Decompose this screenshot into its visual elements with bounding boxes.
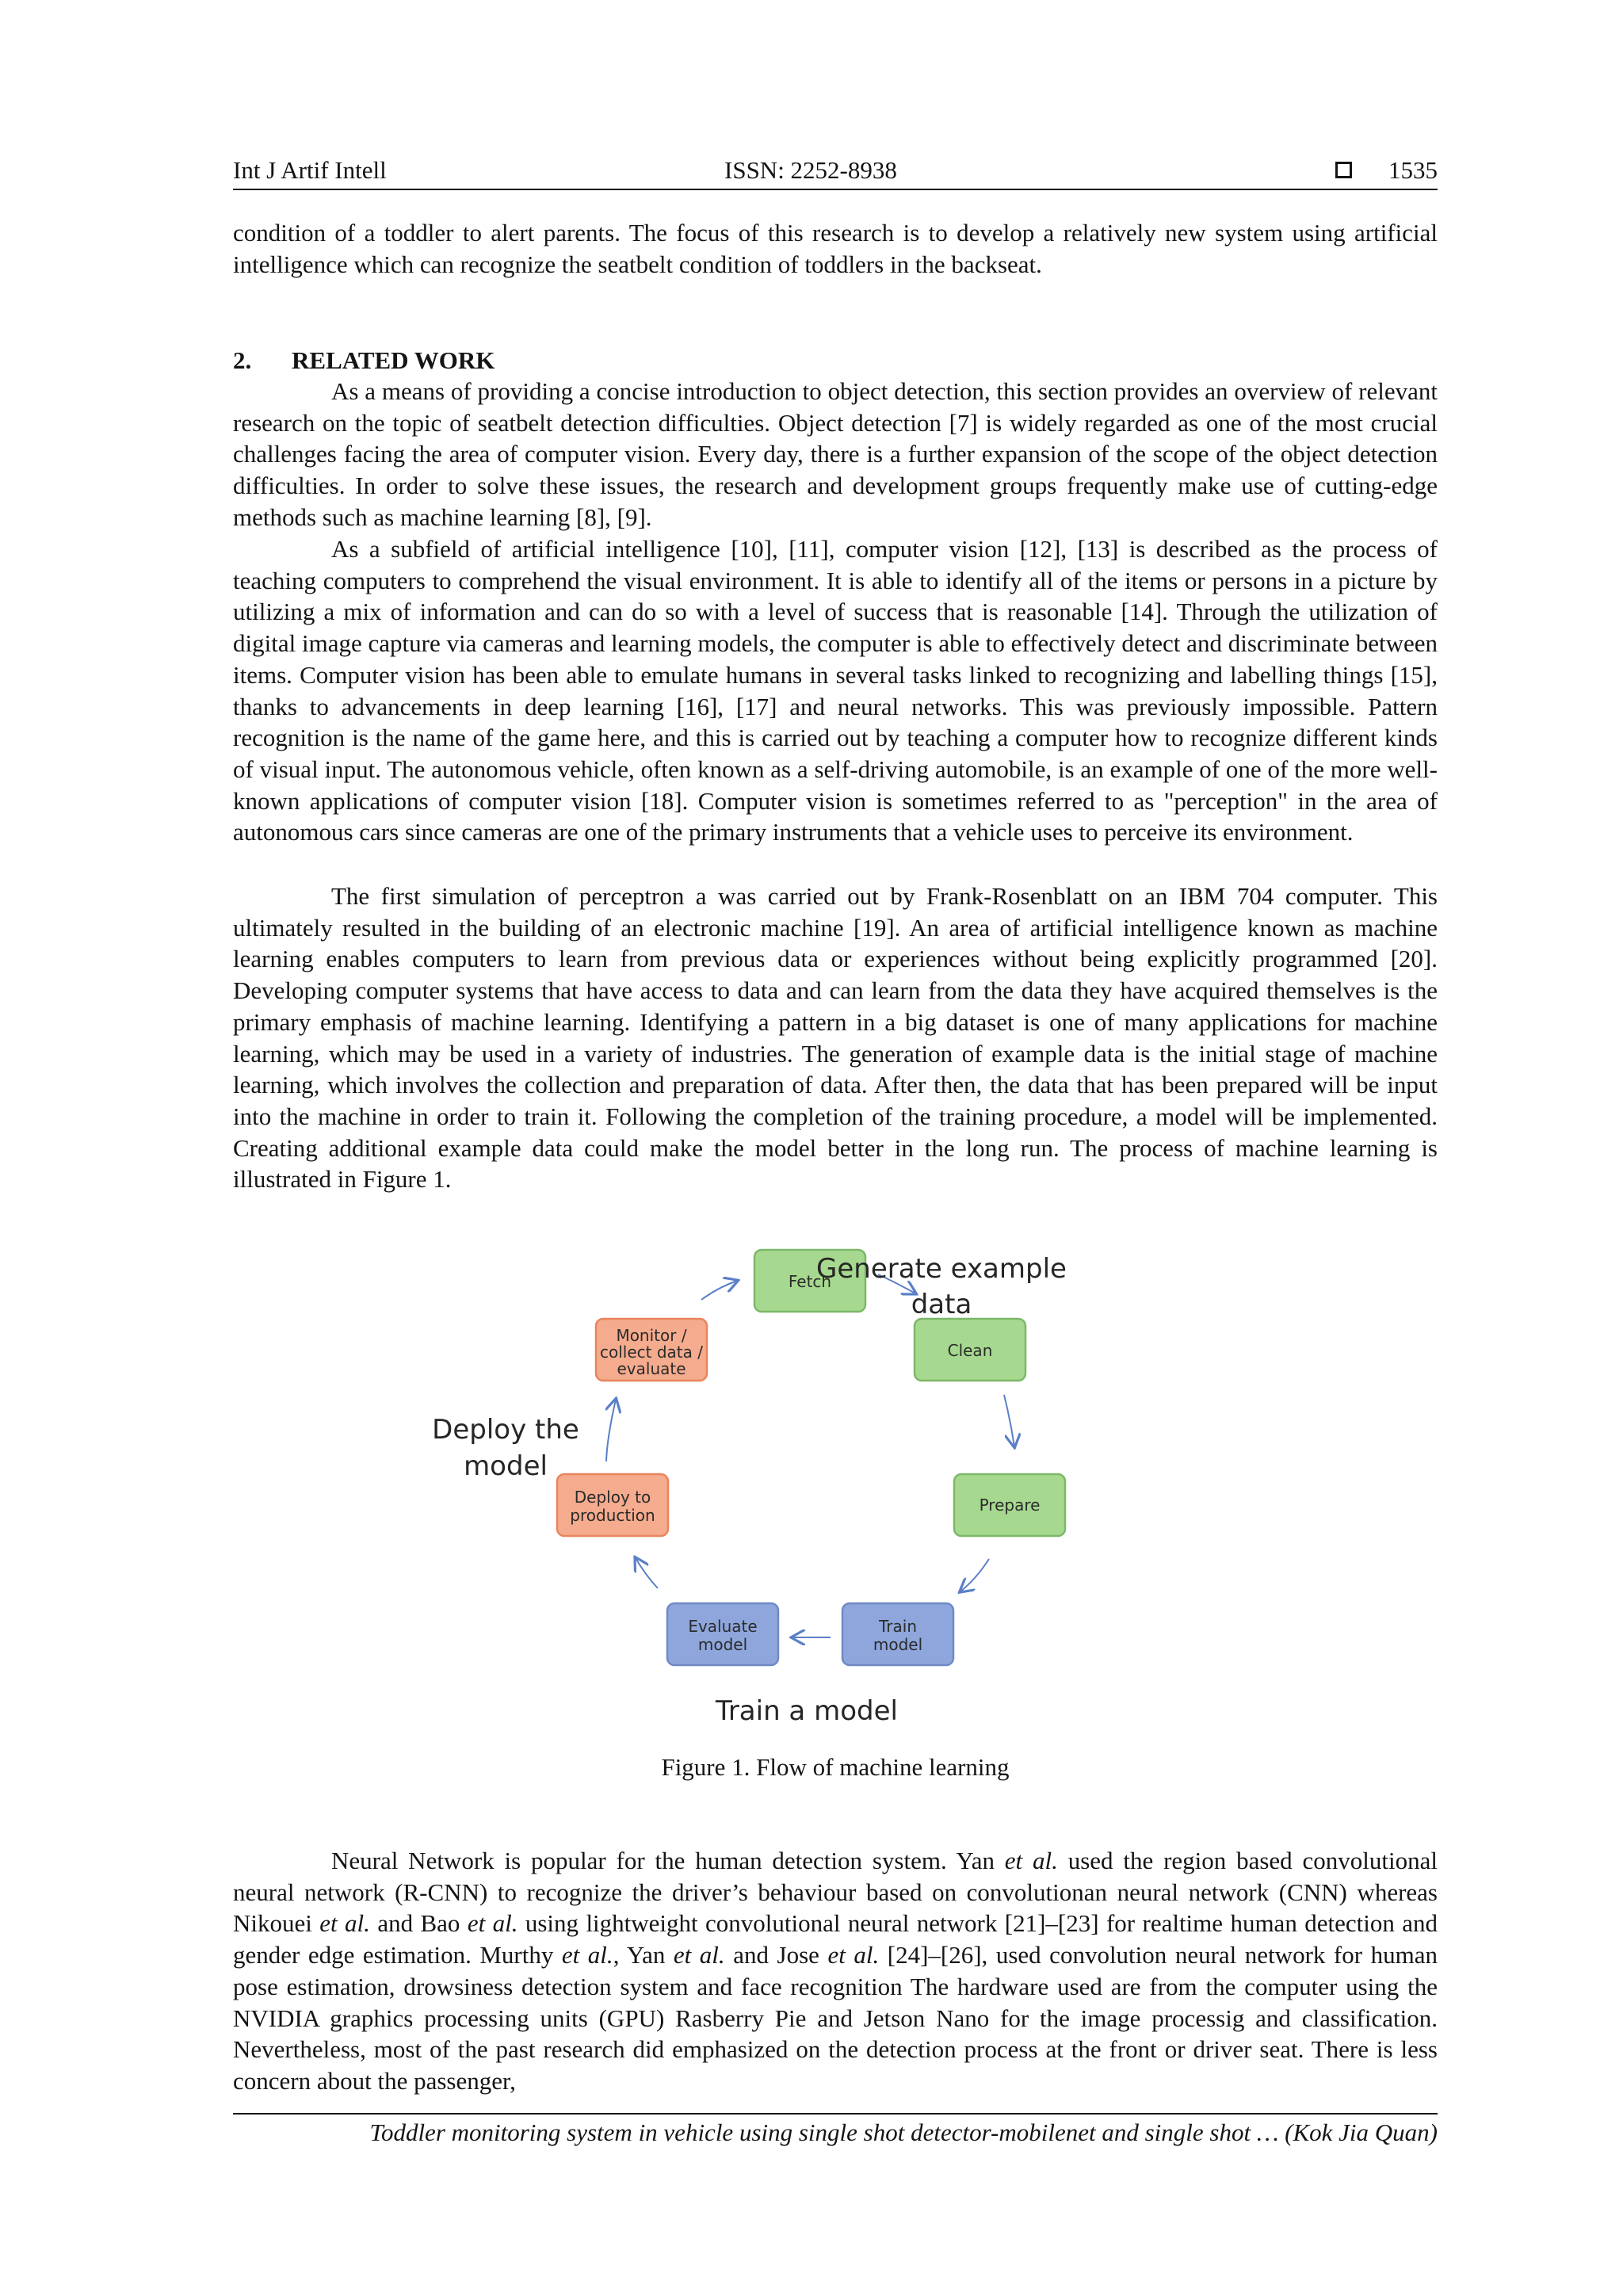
journal-name: Int J Artif Intell	[233, 156, 387, 184]
paragraph-computer-vision: As a subfield of artificial intelligence [10], [11], computer vision [12], [13] is described as the process of teaching computers to comprehend the visual environment. It is able to identify all of the items or persons in a picture by utilizing a mix of information and can do so with a level of success that is reasonable [14]. Through the utilization of digital image capture via cameras and learning models, the computer is able to effectively detect and discriminate between items. Computer vision has been able to emulate humans in several tasks linked to recognizing and labelling things [15], thanks to advancements in deep learning [16], [17] and neural networks. This was previously impossible. Pattern recognition is the name of the game here, and this is carried out by teaching a computer how to recognize different kinds of visual input. The autonomous vehicle, often known as a self-driving automobile, is an example of one of the more well-known applications of computer vision [18]. Computer vision is sometimes referred to as "perception" in the area of autonomous cars since cameras are one of the primary instruments that a vehicle uses to perceive its environment.	[233, 535, 1438, 846]
node-evaluate-label-1: Evaluate	[688, 1617, 758, 1636]
arrow-clean-prepare	[1004, 1395, 1014, 1446]
p4-etal-1: et al.	[1004, 1847, 1058, 1874]
node-evaluate-model	[667, 1603, 778, 1665]
header-rule	[233, 189, 1438, 190]
group-label-generate-1: Generate example	[816, 1253, 1067, 1285]
p4-text-1: Neural Network is popular for the human detection system. Yan	[331, 1847, 1005, 1874]
node-evaluate-label-2: model	[697, 1635, 748, 1654]
p4-text-4: using lightweight convolutional neural network [21]–[23] for realtime human detection and gender edge estimation. Murthy	[233, 1909, 1438, 1969]
paragraph-machine-learning: The first simulation of perceptron a was carried out by Frank-Rosenblatt on an IBM 704 computer. This ultimately resulted in the building of an electronic machine [19]. An area of artificial intelligence known as machine learning enables computers to learn from previous data or experiences without being explicitly programmed [20]. Developing computer systems that have access to data and can learn from the data they have acquired themselves is the primary emphasis of machine learning. Identifying a pattern in a big dataset is one of many applications for machine learning, which may be used in a variety of industries. The generation of example data is the initial stage of machine learning, which involves the collection and preparation of data. After then, the data that has been prepared will be input into the machine in order to train it. Following the completion of the training procedure, a model will be implemented. Creating additional example data could make the model better in the long run. The process of machine learning is illustrated in Figure 1.	[233, 882, 1438, 1194]
node-monitor-label-1: Monitor /	[616, 1326, 687, 1345]
section-title: RELATED WORK	[292, 346, 495, 374]
p4-etal-4: et al.	[561, 1941, 613, 1969]
node-deploy-production	[557, 1474, 668, 1536]
arrow-monitor-fetch	[701, 1281, 737, 1300]
node-deploy-label-1: Deploy to	[574, 1488, 651, 1507]
node-monitor-label-2: collect data /	[600, 1343, 703, 1362]
node-prepare-label: Prepare	[979, 1496, 1041, 1515]
ml-flow-diagram	[412, 1244, 1244, 1736]
section-heading	[233, 345, 495, 376]
node-fetch-label: Fetch	[788, 1272, 832, 1291]
group-label-deploy-1: Deploy the	[432, 1414, 579, 1446]
footer-rule	[233, 2113, 1438, 2115]
node-clean	[915, 1319, 1025, 1381]
arrow-evaluate-deploy	[636, 1558, 658, 1588]
page-number: 1535	[1388, 156, 1438, 184]
p4-etal-6: et al.	[827, 1941, 880, 1969]
square-box-icon	[1335, 162, 1352, 178]
p4-text-2: used the region based convolutional neural network (R-CNN) to recognize the driver’s behaviour based on convolutionan neural network (CNN) whereas Nikouei	[233, 1847, 1438, 1938]
figure-caption: Figure 1. Flow of machine learning	[661, 1753, 1010, 1781]
node-train-label-1: Train	[879, 1617, 917, 1636]
node-clean-label: Clean	[947, 1341, 993, 1360]
paragraph-neural-network	[233, 1845, 1438, 2097]
node-prepare	[954, 1474, 1065, 1536]
node-deploy-label-2: production	[570, 1506, 655, 1525]
node-train-label-2: model	[873, 1635, 923, 1654]
running-header	[233, 153, 1438, 188]
group-label-deploy-2: model	[464, 1450, 548, 1482]
p4-text-3: and Bao	[369, 1909, 468, 1938]
arrow-deploy-monitor	[606, 1400, 616, 1461]
p4-text-7: [24]–[26], used convolution neural network for human pose estimation, drowsiness detection system and face recognition The hardware used are from the computer using the NVIDIA graphics processing units (GPU) Rasberry Pie and Jetson Nano for the image processig and classification. Nevertheless, most of the past research did emphasized on the detection process at the front or driver seat. There is less concern about the passenger,	[233, 1941, 1438, 2095]
p4-etal-2: et al.	[319, 1909, 370, 1938]
group-label-generate-2: data	[911, 1289, 972, 1320]
paragraph-object-detection: As a means of providing a concise introduction to object detection, this section provides an overview of relevant research on the topic of seatbelt detection difficulties. Object detection [7] is widely regarded as one of the most crucial challenges facing the area of computer vision. Every day, there is a further expansion of the scope of the object detection difficulties. In order to solve these issues, the research and development groups frequently make use of cutting-edge methods such as machine learning [8], [9].	[233, 377, 1438, 531]
issn: ISSN: 2252-8938	[724, 156, 897, 184]
p4-text-5: , Yan	[613, 1941, 674, 1969]
section-number: 2.	[233, 346, 252, 374]
p4-etal-3: et al.	[467, 1909, 518, 1938]
node-monitor	[596, 1319, 707, 1381]
running-footer: Toddler monitoring system in vehicle using single shot detector-mobilenet and single shot … (Kok Jia Quan)	[369, 2118, 1438, 2146]
node-train-model	[842, 1603, 953, 1665]
figure-ml-flow	[412, 1244, 1244, 1736]
p4-etal-5: et al.	[673, 1941, 725, 1969]
group-label-train: Train a model	[716, 1695, 898, 1727]
node-monitor-label-3: evaluate	[617, 1359, 686, 1378]
paragraph-continuation: condition of a toddler to alert parents. The focus of this research is to develop a relatively new system using artificial intelligence which can recognize the seatbelt condition of toddlers in the backseat.	[233, 219, 1438, 278]
arrow-prepare-train	[960, 1559, 989, 1591]
p4-text-6: and Jose	[724, 1941, 828, 1969]
